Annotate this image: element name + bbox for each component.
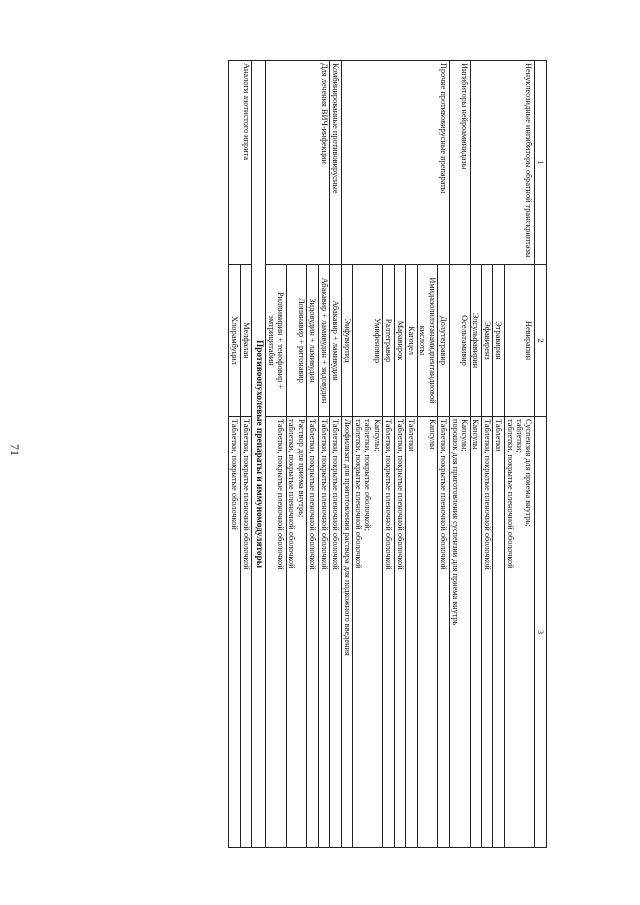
drug-name-cell: Невирапин	[504, 265, 534, 417]
dosage-form-line: Лиофилизат для приготовления раствора для подкожного введения	[342, 419, 352, 656]
table-row	[318, 61, 329, 848]
dosage-forms-cell	[449, 417, 470, 848]
drug-name-cell: Маравирок	[394, 265, 405, 417]
group-name-cell: Для лечения ВИЧ-инфекции	[265, 61, 329, 265]
dosage-form-line: таблетки, покрытые пленочной оболочкой	[354, 419, 364, 569]
dosage-forms-cell	[482, 417, 493, 848]
dosage-form-line: Таблетки, покрытые пленочной оболочкой	[241, 419, 251, 570]
drug-name-cell: Лопинавир + ритонавир	[286, 265, 307, 417]
dosage-form-line: Таблетки, покрытые пленочной оболочкой	[308, 419, 318, 570]
dosage-form-line: Суспензия для приема внутрь;	[524, 419, 534, 527]
dosage-form-line: таблетки, покрытые пленочной оболочкой	[287, 419, 297, 569]
dosage-form-line: Таблетки, покрытые пленочной оболочкой	[331, 419, 341, 570]
dosage-form-line: Капсулы	[471, 419, 481, 450]
dosage-forms-cell	[417, 417, 438, 848]
header-col-1: 1	[535, 61, 547, 265]
dosage-form-line: Таблетки, покрытые пленочной оболочкой	[395, 419, 405, 570]
group-name-cell: Аналоги азотистого иприта	[229, 61, 252, 265]
medicines-table-body	[229, 61, 547, 848]
group-name-cell: Комбинированные противовирусные	[330, 61, 341, 265]
dosage-forms-cell	[353, 417, 383, 848]
dosage-forms-cell	[318, 417, 329, 848]
medicines-table	[228, 60, 547, 848]
drug-name-cell: Эфавиренз	[482, 265, 493, 417]
group-name-cell: Ингибиторы нейроаминидазы	[449, 61, 470, 265]
dosage-form-line: Таблетки	[407, 419, 416, 452]
dosage-forms-cell	[229, 417, 240, 848]
dosage-form-line: Таблетки, покрытые пленочной оболочкой	[439, 419, 449, 570]
dosage-form-line: Капсулы;	[372, 419, 382, 452]
dosage-forms-cell	[341, 417, 352, 848]
dosage-forms-cell	[383, 417, 394, 848]
table-row	[330, 61, 341, 848]
dosage-forms-cell	[286, 417, 307, 848]
drug-name-cell: Осельтамивир	[449, 265, 470, 417]
dosage-form-line: Таблетки, покрытые оболочкой	[230, 419, 240, 530]
rotated-table-container	[100, 60, 547, 847]
dosage-form-line: порошок для приготовления суспензии для приема внутрь	[450, 419, 460, 626]
dosage-form-line: Таблетки, покрытые пленочной оболочкой	[482, 419, 492, 570]
drug-name-cell: Рилпивирин + тенофовир + эмтрицитабин	[265, 265, 286, 417]
dosage-form-line: таблетки;	[515, 419, 525, 453]
dosage-form-line: Капсулы;	[459, 419, 469, 452]
header-col-2: 2	[535, 265, 547, 417]
header-col-3: 3	[535, 417, 547, 848]
drug-name-cell: Имидазолилэтанамидпентандиовой кислоты	[417, 265, 438, 417]
drug-name-cell: Хлорамбуцил	[229, 265, 240, 417]
table-row	[240, 61, 251, 848]
section-title: Противоопухолевые препараты и иммуномодуляторы	[252, 61, 265, 848]
drug-name-cell: Энфувиртид	[341, 265, 352, 417]
table-row	[504, 61, 534, 848]
dosage-forms-cell	[307, 417, 318, 848]
dosage-forms-cell	[240, 417, 251, 848]
drug-name-cell: Абакавир + ламивудин + зидовудин	[318, 265, 329, 417]
drug-name-cell: Абакавир + ламивудин	[330, 265, 341, 417]
drug-name-cell: Мелфалан	[240, 265, 251, 417]
dosage-forms-cell	[493, 417, 504, 848]
drug-name-cell: Умифеновир	[353, 265, 383, 417]
drug-name-cell: Зидовудин + ламивудин	[307, 265, 318, 417]
table-row	[449, 61, 470, 848]
dosage-forms-cell	[406, 417, 417, 848]
dosage-form-line: Таблетки, покрытые пленочной оболочкой	[275, 419, 285, 570]
dosage-form-line: Капсулы	[427, 419, 437, 450]
section-row	[252, 61, 265, 848]
dosage-form-line: таблетки, покрытые оболочкой;	[363, 419, 373, 531]
dosage-form-line: Таблетки, покрытые пленочной оболочкой	[319, 419, 329, 570]
drug-name-cell: Ралтегравир	[383, 265, 394, 417]
drug-name-cell: Долутегравир	[438, 265, 449, 417]
drug-name-cell: Кагоцел	[406, 265, 417, 417]
drug-name-cell: Этравирин	[493, 265, 504, 417]
group-name-cell: Ненуклеозидные ингибиторы обратной транскриптазы	[470, 61, 534, 265]
drug-name-cell: Элсульфавирин	[470, 265, 481, 417]
dosage-forms-cell	[330, 417, 341, 848]
group-name-cell: Прочие противовирусные препараты	[341, 61, 449, 265]
dosage-forms-cell	[394, 417, 405, 848]
dosage-forms-cell	[438, 417, 449, 848]
dosage-form-line: таблетки, покрытые пленочной оболочкой	[505, 419, 515, 569]
header-row	[535, 61, 547, 848]
dosage-forms-cell	[504, 417, 534, 848]
dosage-form-line: Таблетки	[494, 419, 504, 452]
table-row	[438, 61, 449, 848]
page-number: 71	[8, 444, 22, 456]
dosage-form-line: Таблетки, покрытые пленочной оболочкой	[384, 419, 394, 570]
dosage-forms-cell	[470, 417, 481, 848]
dosage-form-line: Раствор для приема внутрь;	[296, 419, 306, 518]
dosage-forms-cell	[265, 417, 286, 848]
